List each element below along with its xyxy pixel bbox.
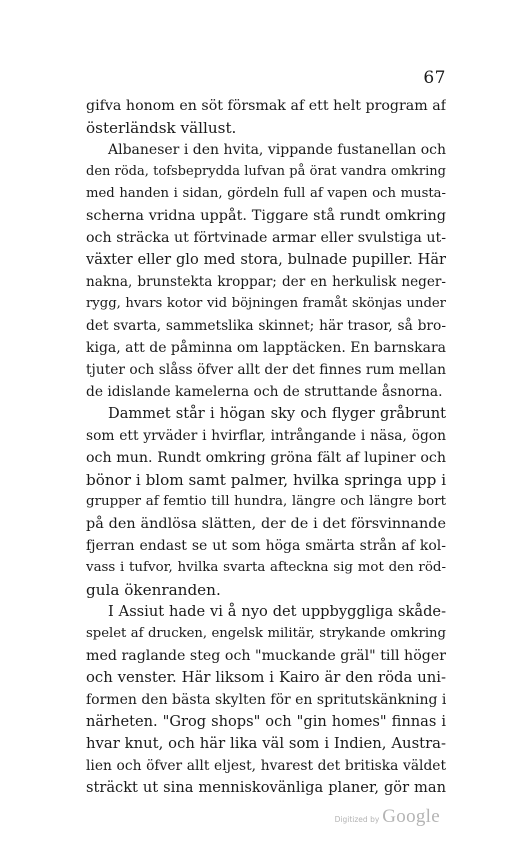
text-line: nakna, brunstekta kroppar; der en herkulisk neger- <box>86 274 446 290</box>
text-line: på den ändlösa slätten, der de i det försvinnande <box>86 516 446 532</box>
text-line: med handen i sidan, gördeln full af vapen och musta- <box>86 186 446 201</box>
text-line: och mun. Rundt omkring gröna fält af lupiner och <box>86 450 446 466</box>
text-line: som ett yrväder i hvirflar, intrångande i näsa, ögon <box>86 428 446 444</box>
digitized-by-google-watermark <box>330 806 440 832</box>
text-line: tjuter och slåss öfver allt der det finnes rum mellan <box>86 362 446 378</box>
text-line: Dammet står i högan sky och flyger gråbrunt <box>108 405 446 422</box>
text-line: spelet af drucken, engelsk militär, strykande omkring <box>86 626 446 641</box>
text-line: det svarta, sammetslika skinnet; här trasor, så bro- <box>86 318 446 334</box>
text-line: formen den bästa skylten för en spritutskänkning i <box>86 692 446 708</box>
text-line: vass i tufvor, hvilka svarta afteckna sig mot den röd- <box>86 560 446 575</box>
text-line: och venster. Här liksom i Kairo är den röda uni- <box>86 669 446 686</box>
text-line: gula ökenranden. <box>86 581 221 599</box>
text-line: de idislande kamelerna och de struttande åsnorna. <box>86 384 443 400</box>
text-line: växter eller glo med stora, bulnade pupiller. Här <box>86 251 446 268</box>
text-line: Albaneser i den hvita, vippande fustanellan och <box>108 142 446 158</box>
text-line: bönor i blom samt palmer, hvilka springa upp i <box>86 471 446 489</box>
body-text <box>86 95 446 799</box>
text-line: rygg, hvars kotor vid böjningen framåt skönjas under <box>86 296 446 311</box>
watermark-prefix: Digitized by <box>334 815 380 824</box>
text-line: österländsk vällust. <box>86 119 237 137</box>
page-number: 67 <box>423 68 446 88</box>
text-line: I Assiut hade vi å nyo det uppbyggliga skåde- <box>108 603 446 620</box>
text-line: scherna vridna uppåt. Tiggare stå rundt omkring <box>86 208 446 224</box>
text-line: lien och öfver allt eljest, hvarest det britiska väldet <box>86 758 446 774</box>
text-line: fjerran endast se ut som höga smärta strån af kol- <box>86 538 446 554</box>
text-line: kiga, att de påminna om lapptäcken. En barnskara <box>86 340 446 356</box>
text-line: sträckt ut sina menniskovänliga planer, gör man <box>86 779 446 796</box>
text-line: hvar knut, och här lika väl som i Indien, Austra- <box>86 735 446 752</box>
text-line: och sträcka ut förtvinade armar eller svulstiga ut- <box>86 230 446 246</box>
google-logo: Google <box>382 806 440 827</box>
text-line: närheten. "Grog shops" och "gin homes" finnas i <box>86 713 446 730</box>
text-line: grupper af femtio till hundra, längre och längre bort <box>86 494 446 509</box>
text-line: den röda, tofsbeprydda lufvan på örat vandra omkring <box>86 164 446 179</box>
text-line: gifva honom en söt försmak af ett helt program af <box>86 98 446 114</box>
text-line: med raglande steg och "muckande gräl" till höger <box>86 648 446 664</box>
